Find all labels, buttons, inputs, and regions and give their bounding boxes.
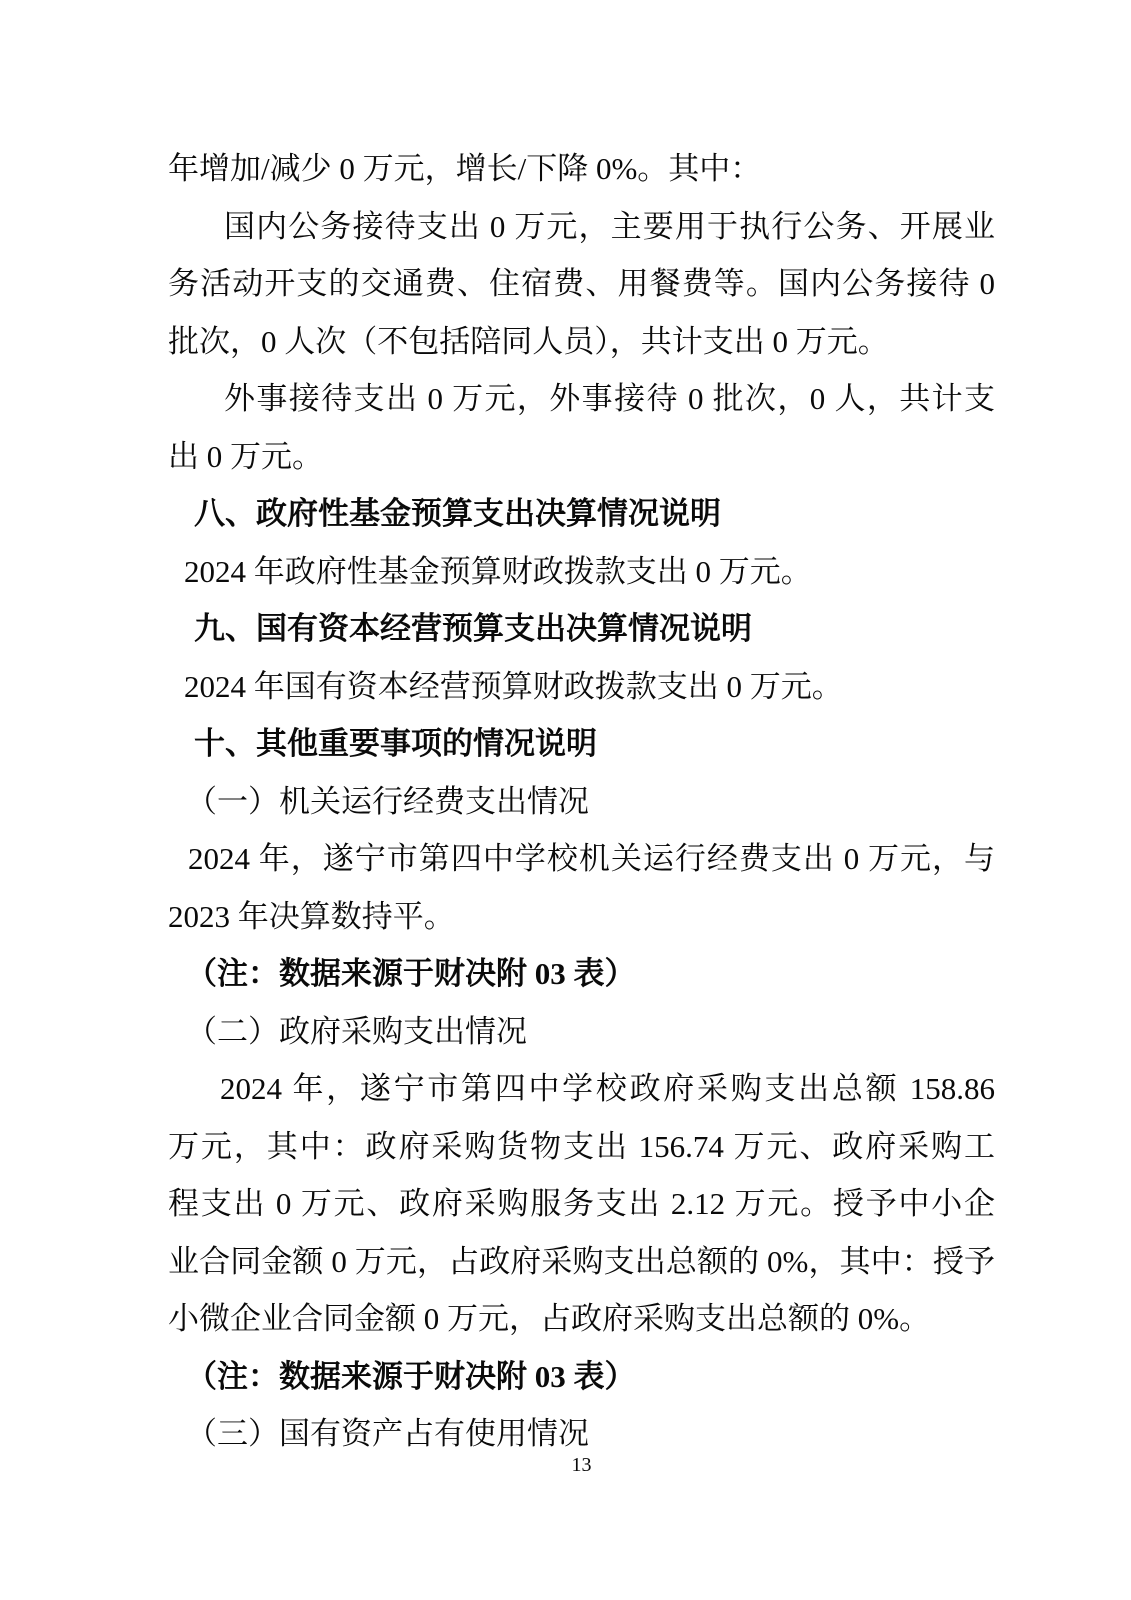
text-line: 小微企业合同金额 0 万元，占政府采购支出总额的 0%。 [168,1301,931,1336]
subsection-heading-3: （三）国有资产占有使用情况 [186,1416,589,1451]
section-heading-8: 八、政府性基金预算支出决算情况说明 [194,496,721,531]
subsection-heading-1: （一）机关运行经费支出情况 [186,783,589,819]
page-number: 13 [571,1454,592,1476]
text-line: 万元，其中：政府采购货物支出 156.74 万元、政府采购工 [168,1128,995,1164]
text-line: 外事接待支出 0 万元，外事接待 0 批次，0 人，共计支 [224,381,995,416]
text-line: 2024 年，遂宁市第四中学校机关运行经费支出 0 万元，与 [188,841,995,876]
page-content [168,140,995,1463]
text-line: 业合同金额 0 万元，占政府采购支出总额的 0%，其中：授予 [168,1243,995,1279]
text-line: 2024 年，遂宁市第四中学校政府采购支出总额 158.86 [220,1071,995,1106]
text-line: 2024 年国有资本经营预算财政拨款支出 0 万元。 [184,668,843,704]
text-line: 2024 年政府性基金预算财政拨款支出 0 万元。 [184,553,812,589]
text-line: 务活动开支的交通费、住宿费、用餐费等。国内公务接待 0 [168,266,995,301]
section-heading-9: 九、国有资本经营预算支出决算情况说明 [194,611,752,646]
text-line: 出 0 万元。 [168,438,323,474]
text-line: 年增加/减少 0 万元，增长/下降 0%。其中： [168,151,762,186]
text-line: 国内公务接待支出 0 万元，主要用于执行公务、开展业 [224,208,995,244]
text-line: 批次，0 人次（不包括陪同人员），共计支出 0 万元。 [168,323,889,359]
text-line: 2023 年决算数持平。 [168,898,455,934]
note-line: （注：数据来源于财决附 03 表） [186,1358,636,1394]
text-line: 程支出 0 万元、政府采购服务支出 2.12 万元。授予中小企 [168,1186,995,1221]
section-heading-10: 十、其他重要事项的情况说明 [194,726,597,761]
subsection-heading-2: （二）政府采购支出情况 [186,1013,527,1049]
note-line: （注：数据来源于财决附 03 表） [186,956,636,991]
